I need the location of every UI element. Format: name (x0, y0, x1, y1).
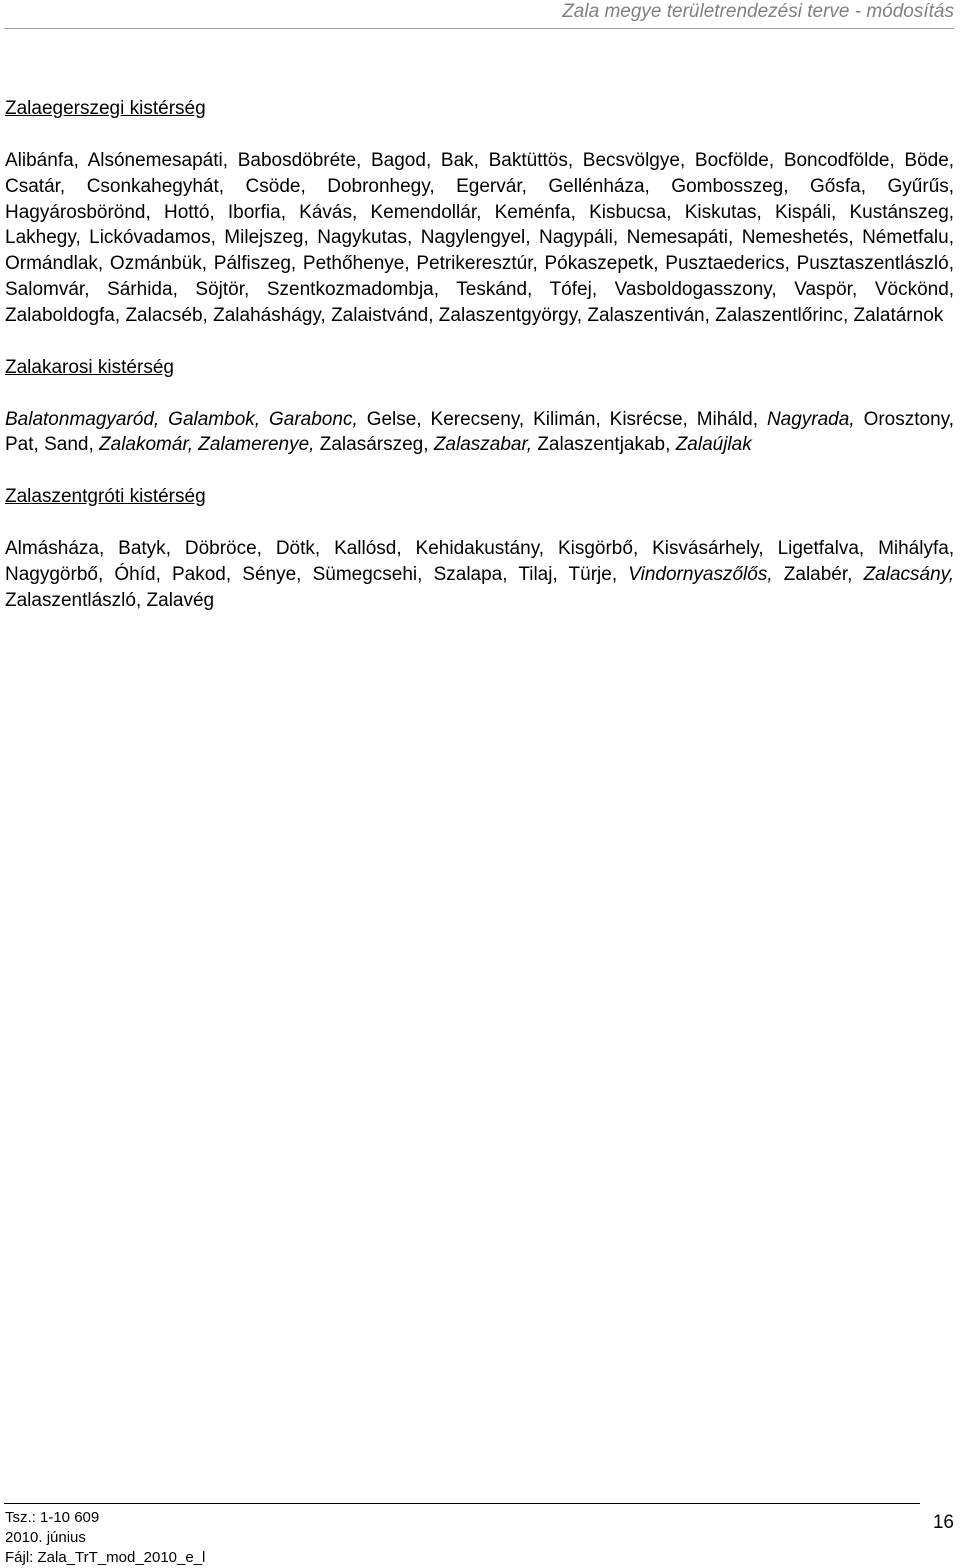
settlement-list: Alibánfa, Alsónemesapáti, Babosdöbréte, Bagod, Bak, Baktüttös, Becsvölgye, Bocfölde, Boncodfölde, Böde, Csatár, Csonkahegyhát, Csöde, Dobronhegy, Egervár, Gellénháza, Gombosszeg, Gősfa, Gyűrűs, Hagyárosbörönd, Hottó, Iborfia, Kávás, Kemendollár, Keménfa, Kisbucsa, Kiskutas, Kispáli, Kustánszeg, Lakhegy, Lickóvadamos, Milejszeg, Nagykutas, Nagylengyel, Nagypáli, Nemesapáti, Nemeshetés, Németfalu, Ormándlak, Ozmánbük, Pálfiszeg, Pethőhenye, Petrikeresztúr, Pókaszepetk, Pusztaederics, Pusztaszentlászló, Salomvár, Sárhida, Söjtör, Szentkozmadombja, Teskánd, Tófej, Vasboldogasszony, Vaspör, Vöckönd, Zalaboldogfa, Zalacséb, Zalaháshágy, Zalaistvánd, Zalaszentgyörgy, Zalaszentiván, Zalaszentlőrinc, Zalatárnok (5, 150, 955, 326)
settlement-name: Türje (568, 563, 612, 585)
settlement-name: Zalaboldogfa (5, 304, 115, 326)
settlement-name: Bocfölde (694, 150, 769, 171)
settlement-name: Kisrécse (609, 408, 683, 430)
settlement-name: Bagod (371, 150, 426, 171)
settlement-name: Salomvár (5, 278, 85, 300)
footer-rule (4, 1503, 920, 1504)
settlement-name: Zalatárnok (853, 304, 944, 326)
section-title: Zalaegerszegi kistérség (5, 98, 206, 119)
settlement-name: Pókaszepetk (544, 253, 654, 275)
section-title: Zalaszentgróti kistérség (5, 486, 206, 508)
settlement-name: Gősfa (810, 175, 861, 197)
settlement-name: Nagykutas (317, 227, 407, 249)
settlement-name: Pusztaederics (665, 253, 785, 275)
document-body (5, 96, 954, 640)
settlement-name: Vaspör (794, 278, 852, 300)
settlement-name: Pálfiszeg (213, 253, 291, 275)
settlement-name: Kemendollár (370, 201, 477, 223)
settlement-name: Lickóvadamos (89, 227, 211, 249)
settlement-name: Nemesapáti (626, 227, 728, 249)
settlement-name: Ozmánbük (109, 253, 202, 275)
settlement-name: Kustánszeg (849, 201, 949, 223)
settlement-name: Becsvölgye (582, 150, 680, 171)
settlement-name: Petrikeresztúr (416, 253, 533, 275)
settlement-name: Nagylengyel (420, 227, 526, 249)
settlement-name: Kerecseny (430, 408, 519, 430)
settlement-name: Garabonc, (269, 408, 358, 430)
settlement-name: Sénye (242, 563, 297, 585)
settlement-list: Almásháza, Batyk, Döbröce, Dötk, Kallósd, Kehidakustány, Kisgörbő, Kisvásárhely, Ligetfalva, Mihályfa, Nagygörbő, Óhíd, Pakod, Sénye, Sümegcsehi, Szalapa, Tilaj, Türje, Vindornyaszőlős, Zalabér, Zalacsány, Zalaszentlászló, Zalavég (5, 538, 955, 611)
settlement-name: Szalapa (433, 563, 503, 585)
footer-tsz: Tsz.: 1-10 609 (5, 1509, 100, 1526)
settlement-name: Pat (5, 434, 34, 456)
settlement-name: Pusztaszentlászló (796, 253, 949, 275)
settlement-list: Balatonmagyaród, Galambok, Garabonc, Gelse, Kerecseny, Kilimán, Kisrécse, Miháld, Nagyrada, Orosztony, Pat, Sand, Zalakomár, Zalamerenye, Zalasárszeg, Zalaszabar, Zalaszentjakab, Zalaújlak (5, 408, 955, 456)
settlement-name: Hottó (163, 201, 210, 223)
settlement-name: Kallósd (334, 538, 397, 560)
settlement-name: Gelse (366, 408, 417, 430)
settlement-name: Szentkozmadombja (266, 278, 434, 300)
settlement-name: Kiskutas (684, 201, 757, 223)
footer-file: Fájl: Zala_TrT_mod_2010_e_l (5, 1549, 206, 1566)
settlement-name: Teskánd (456, 278, 528, 300)
settlement-name: Zalaháshágy (213, 304, 321, 326)
settlement-name: Hagyárosbörönd (5, 201, 146, 223)
settlement-name: Zalabér (783, 563, 848, 585)
settlement-name: Söjtör (195, 278, 245, 300)
settlement-name: Zalaszentlőrinc (715, 304, 843, 326)
settlement-name: Óhíd (114, 563, 156, 585)
page-number: 16 (932, 1512, 954, 1533)
settlement-name: Zalaistvánd (331, 304, 429, 326)
settlement-name: Batyk (118, 538, 166, 560)
settlement-name: Pethőhenye (302, 253, 405, 275)
settlement-name: Vöckönd (874, 278, 949, 300)
settlement-name: Zalaszabar, (433, 434, 533, 456)
settlement-name: Bak (440, 150, 474, 171)
settlement-name: Kisbucsa (589, 201, 667, 223)
settlement-name: Lakhegy (5, 227, 76, 249)
settlement-name: Ligetfalva (777, 538, 859, 560)
settlement-name: Csonkahegyhát (86, 175, 219, 197)
settlement-name: Németfalu (862, 227, 949, 249)
settlement-name: Milejszeg (224, 227, 304, 249)
settlement-name: Zalaszentlászló (5, 589, 136, 611)
settlement-name: Vasboldogasszony (614, 278, 772, 300)
settlement-name: Ormándlak (5, 253, 98, 275)
footer-info (5, 1508, 205, 1568)
settlement-name: Keménfa (494, 201, 571, 223)
settlement-name: Alsónemesapáti (87, 150, 223, 171)
settlement-name: Böde (904, 150, 949, 171)
settlement-name: Gellénháza (548, 175, 645, 197)
settlement-name: Miháld (696, 408, 753, 430)
settlement-name: Zalaújlak (675, 434, 752, 456)
settlement-name: Kispáli (775, 201, 831, 223)
section-title: Zalakarosi kistérség (5, 356, 174, 378)
settlement-name: Mihályfa (878, 538, 949, 560)
settlement-name: Pakod (172, 563, 226, 585)
settlement-name: Egervár (456, 175, 522, 197)
settlement-name: Orosztony (863, 408, 949, 430)
settlement-name: Csatár (5, 175, 60, 197)
section-zalaszentgrot (5, 484, 954, 613)
settlement-name: Csöde (245, 175, 301, 197)
settlement-name: Gyűrűs (887, 175, 949, 197)
settlement-name: Tilaj (518, 563, 553, 585)
settlement-name: Alibánfa (5, 150, 74, 171)
settlement-name: Baktüttös (488, 150, 568, 171)
settlement-name: Nagyrada, (766, 408, 855, 430)
settlement-name: Galambok, (168, 408, 261, 430)
settlement-name: Dobronhegy (327, 175, 430, 197)
settlement-name: Zalaszentiván (587, 304, 705, 326)
settlement-name: Nagypáli (538, 227, 613, 249)
settlement-name: Nagygörbő (5, 563, 98, 585)
settlement-name: Zalaszentjakab (537, 434, 666, 456)
settlement-name: Döbröce (184, 538, 257, 560)
settlement-name: Zalavég (146, 589, 215, 611)
section-zalaegerszeg (5, 96, 954, 329)
settlement-name: Almásháza (5, 538, 99, 560)
settlement-name: Kehidakustány (415, 538, 539, 560)
settlement-name: Boncodfölde (783, 150, 890, 171)
footer-date: 2010. június (5, 1529, 86, 1546)
settlement-name: Kávás (299, 201, 352, 223)
settlement-name: Balatonmagyaród, (5, 408, 160, 430)
settlement-name: Zalamerenye, (198, 434, 315, 456)
settlement-name: Dötk (275, 538, 315, 560)
settlement-name: Zalacséb (125, 304, 203, 326)
settlement-name: Vindornyaszőlős, (628, 563, 773, 585)
header-rule (4, 28, 954, 29)
settlement-name: Sand (44, 434, 89, 456)
settlement-name: Zalaszentgyörgy (438, 304, 577, 326)
settlement-name: Zalacsány, (863, 563, 955, 585)
settlement-name: Sümegcsehi (312, 563, 418, 585)
settlement-name: Sárhida (107, 278, 173, 300)
settlement-name: Iborfia (227, 201, 281, 223)
running-header: Zala megye területrendezési terve - módosítás (562, 1, 954, 22)
settlement-name: Zalakomár, (99, 434, 194, 456)
settlement-name: Gombosszeg (671, 175, 784, 197)
section-zalakaros (5, 355, 954, 459)
settlement-name: Kilimán (533, 408, 596, 430)
settlement-name: Tófej (549, 278, 592, 300)
settlement-name: Kisgörbő (557, 538, 633, 560)
settlement-name: Kisvásárhely (652, 538, 759, 560)
settlement-name: Babosdöbréte (237, 150, 357, 171)
settlement-name: Zalasárszeg (319, 434, 424, 456)
settlement-name: Nemeshetés (741, 227, 849, 249)
